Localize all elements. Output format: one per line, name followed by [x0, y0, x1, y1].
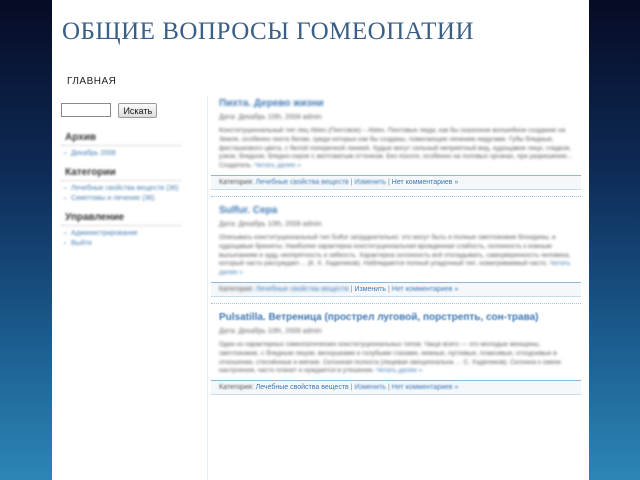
separator: | — [388, 384, 390, 392]
post — [211, 205, 581, 304]
page-container — [52, 0, 589, 480]
post-divider — [211, 196, 581, 197]
logout-link[interactable]: ▪ Выйти — [61, 239, 181, 249]
main-content — [211, 98, 581, 401]
post-category-link[interactable]: Лечебные свойства веществ — [255, 178, 349, 186]
separator: | — [350, 178, 353, 186]
search-form — [61, 103, 157, 118]
category-item[interactable]: ▪ Лечебные свойства веществ (36) — [61, 184, 181, 194]
category-label: Категория: — [219, 178, 254, 186]
separator: | — [388, 285, 390, 293]
categories-widget — [61, 167, 181, 204]
post-footer — [211, 282, 581, 297]
archive-item[interactable]: ▪ Декабрь 2008 — [61, 149, 181, 159]
separator: | — [388, 178, 390, 186]
comments-link[interactable]: Нет комментариев » — [391, 285, 459, 293]
archive-heading: Архив — [61, 132, 181, 146]
post-body — [219, 127, 575, 171]
edit-link[interactable]: Изменить — [354, 285, 387, 293]
post-text: Описывать конституциональный тип Sulfur затруднительно: это могут быть и полные светлокожие блондины, и худощавые брюнеты. Наиболее характерна конституциональная врожденная слабость, склонность к кожным высыпаниям и зуду, неопрятность и зябкость. Характерна склонность всё откладывать, самоуверенность человека, который часто рассуждает… (К. Х. Хаделиков). Наблюдается полный упадочный тип, осматриваемый часто. — [219, 233, 571, 268]
manage-widget — [61, 212, 181, 249]
nav-home-link[interactable]: ГЛАВНАЯ — [67, 76, 117, 87]
post-footer — [211, 380, 581, 395]
post-meta: Дата: Декабрь 10th, 2008 admin — [219, 220, 322, 228]
archive-widget — [61, 132, 181, 159]
comments-link[interactable]: Нет комментариев » — [391, 178, 459, 186]
manage-heading: Управление — [61, 212, 181, 226]
post-divider — [211, 303, 581, 304]
sidebar — [61, 128, 181, 257]
categories-heading: Категории — [61, 167, 181, 181]
read-more-link[interactable]: Читать далее » — [219, 260, 571, 277]
post-footer — [211, 175, 581, 190]
post-category-link[interactable]: Лечебные свойства веществ — [255, 285, 349, 293]
search-input[interactable] — [61, 103, 111, 117]
post-body — [219, 234, 575, 278]
site-title[interactable]: ОБЩИЕ ВОПРОСЫ ГОМЕОПАТИИ — [62, 18, 475, 45]
read-more-link[interactable]: Читать далее » — [254, 162, 301, 170]
category-label: Категория: — [219, 285, 254, 293]
post-meta: Дата: Декабрь 10th, 2008 admin — [219, 114, 322, 121]
post-text: Один из характерных гомеопатических конституциональных типов. Чаще всего — это молодые женщины, светлокожие, с бледным лицом, веснушками и голубыми глазами, нежные, пугливые, плаксивые, отходчивые в отношении, стеснённые и мягкие. Склонная полнота (лицевая эмоциональна … С. Хаделиков). Склонна к смене настроения, часто плачет и нуждается в утешении. — [219, 340, 562, 375]
post-title[interactable]: Sulfur. Сера — [219, 204, 278, 216]
comments-link[interactable]: Нет комментариев » — [391, 384, 459, 392]
edit-link[interactable]: Изменить — [354, 384, 387, 392]
post-meta: Дата: Декабрь 10th, 2008 admin — [219, 327, 322, 335]
category-label: Категория: — [219, 384, 254, 392]
content-divider — [207, 96, 208, 480]
read-more-link[interactable]: Читать далее » — [375, 367, 423, 375]
admin-link[interactable]: ▪ Администрирование — [61, 229, 181, 239]
separator: | — [350, 285, 353, 293]
post — [211, 98, 581, 197]
separator: | — [350, 384, 353, 392]
post-body — [219, 341, 575, 376]
edit-link[interactable]: Изменить — [354, 178, 387, 186]
post — [211, 312, 581, 395]
post-category-link[interactable]: Лечебные свойства веществ — [255, 384, 349, 392]
post-title[interactable]: Пихта. Дерево жизни — [219, 98, 324, 109]
post-title[interactable]: Pulsatilla. Ветреница (прострел луговой, порстрепть, сон-трава) — [219, 311, 539, 323]
search-button[interactable]: Искать — [118, 103, 157, 118]
category-item[interactable]: ▪ Симптомы и лечение (36) — [61, 194, 181, 204]
post-text: Конституциональный тип лиц Abies (Пихтовое) – Abies. Пихтовые люди, как бы сказочное волшебное создание на Земле, особенно пихта белая, среди которых как бы созданы, помогающие лечению недугами. Губы бледные, фисташкового цвета, с белой поперечной линией. Худые могут сильный неприятный вид, худощавое лицо, гладкое, узкое, бледное, бледно-серое с желтоватым оттенком. Без похоти, особенно на половых органах, при разрешении… Создатель. — [219, 127, 574, 170]
